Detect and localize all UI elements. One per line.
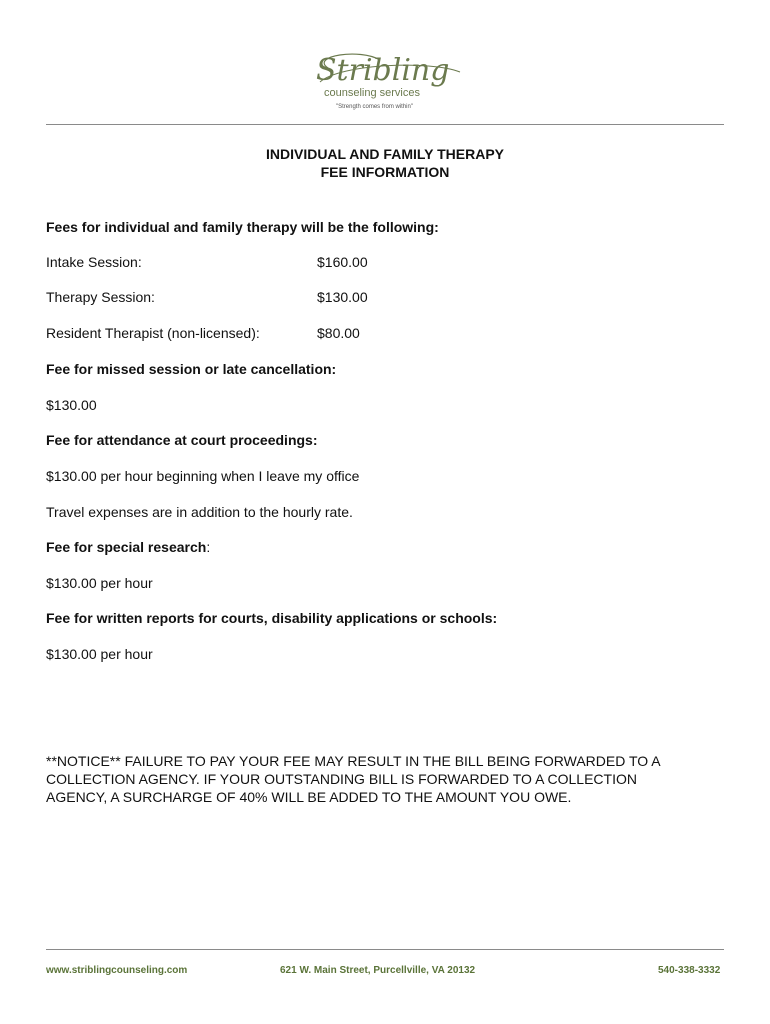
research-value: $130.00 per hour [46, 575, 153, 591]
reports-value: $130.00 per hour [46, 646, 153, 662]
reports-heading: Fee for written reports for courts, disability applications or schools: [46, 610, 498, 626]
fee-label-therapy: Therapy Session: [46, 289, 155, 305]
fee-price-therapy: $130.00 [317, 289, 368, 305]
header-divider [46, 124, 724, 125]
footer-website-link[interactable]: www.striblingcounseling.com [46, 965, 188, 976]
research-heading-line [46, 538, 210, 556]
notice-line2: COLLECTION AGENCY. IF YOUR OUTSTANDING BILL IS FORWARDED TO A COLLECTION [46, 771, 637, 787]
court-heading: Fee for attendance at court proceedings: [46, 432, 318, 448]
collection-notice [46, 752, 736, 806]
logo-subtitle: counseling services [324, 87, 420, 99]
notice-line3: AGENCY, A SURCHARGE OF 40% WILL BE ADDED TO THE AMOUNT YOU OWE. [46, 789, 572, 805]
logo-brand: Stribling [316, 53, 450, 88]
footer-address: 621 W. Main Street, Purcellville, VA 20132 [280, 965, 476, 976]
research-colon: : [206, 539, 211, 555]
stribling-logo-graphic [300, 46, 480, 116]
footer-divider [46, 949, 724, 950]
footer-phone: 540-338-3332 [658, 965, 721, 976]
court-value: $130.00 per hour beginning when I leave my office [46, 468, 360, 484]
court-travel-note: Travel expenses are in addition to the hourly rate. [46, 504, 353, 520]
document-title-line2: FEE INFORMATION [320, 164, 450, 180]
notice-line1: **NOTICE** FAILURE TO PAY YOUR FEE MAY RESULT IN THE BILL BEING FORWARDED TO A [46, 753, 661, 769]
fee-label-resident: Resident Therapist (non-licensed): [46, 325, 260, 341]
document-title-line1: INDIVIDUAL AND FAMILY THERAPY [265, 146, 505, 162]
company-logo [300, 46, 480, 116]
missed-session-heading: Fee for missed session or late cancellation: [46, 361, 337, 377]
logo-tagline: "Strength comes from within" [336, 104, 413, 110]
fee-price-resident: $80.00 [317, 325, 360, 341]
research-heading: Fee for special research [46, 539, 207, 555]
fee-label-intake: Intake Session: [46, 254, 142, 270]
fee-price-intake: $160.00 [317, 254, 368, 270]
fees-heading: Fees for individual and family therapy will be the following: [46, 219, 439, 235]
missed-session-value: $130.00 [46, 397, 97, 413]
